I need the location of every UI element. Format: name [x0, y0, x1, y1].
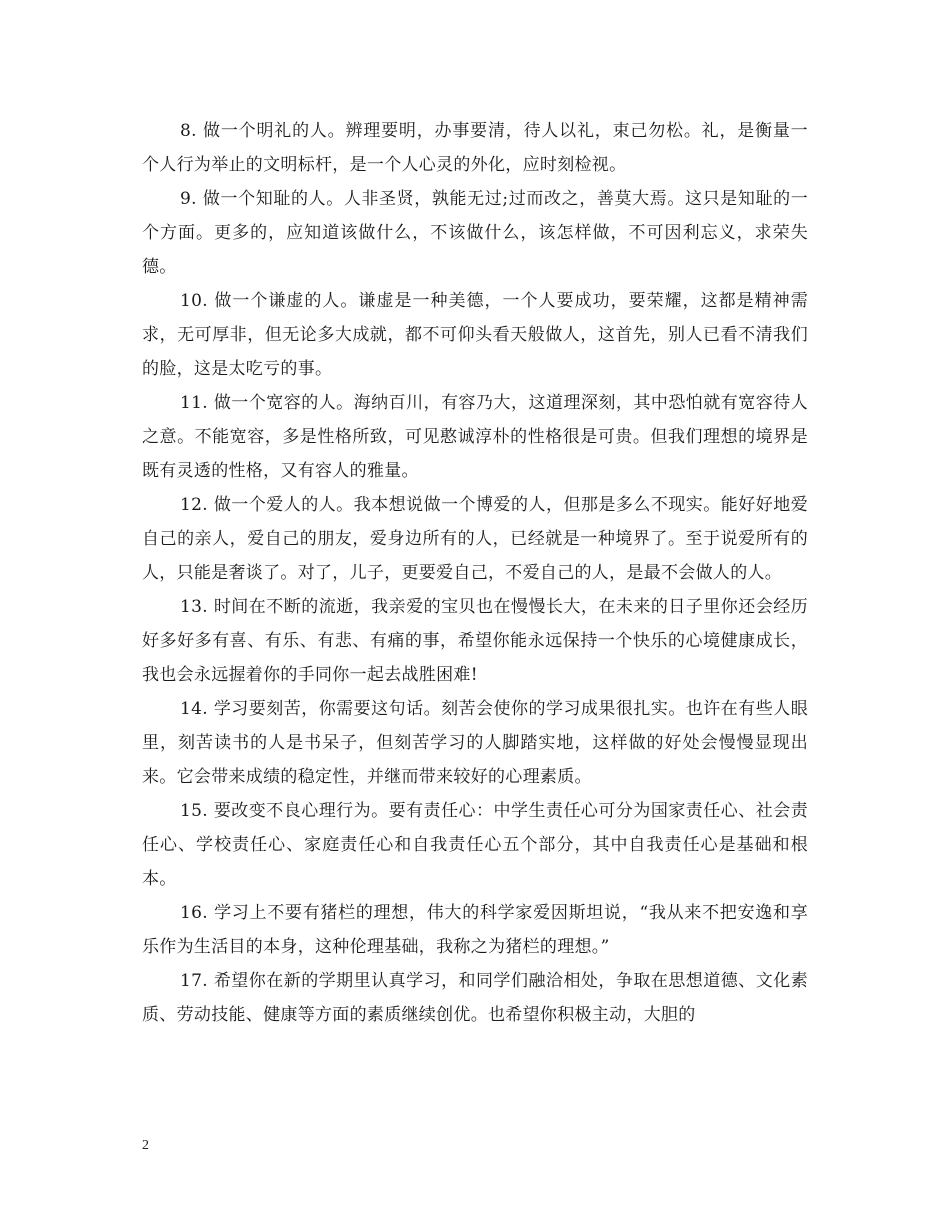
document-body	[142, 114, 808, 1032]
paragraph-16: 16. 学习上不要有猪栏的理想，伟大的科学家爱因斯坦说，“我从来不把安逸和享乐作为生活目的本身，这种伦理基础，我称之为猪栏的理想。”	[142, 903, 808, 957]
paragraph-13: 13. 时间在不断的流逝，我亲爱的宝贝也在慢慢长大，在未来的日子里你还会经历好多好多有喜、有乐、有悲、有痛的事，希望你能永远保持一个快乐的心境健康成长，我也会永远握着你的手同你一起去战胜困难!	[142, 597, 808, 685]
page-number: 2	[142, 1138, 149, 1153]
paragraph-14: 14. 学习要刻苦，你需要这句话。刻苦会使你的学习成果很扎实。也许在有些人眼里，刻苦读书的人是书呆子，但刻苦学习的人脚踏实地，这样做的好处会慢慢显现出来。它会带来成绩的稳定性，并继而带来较好的心理素质。	[142, 699, 808, 787]
paragraph-12: 12. 做一个爱人的人。我本想说做一个博爱的人，但那是多么不现实。能好好地爱自己的亲人，爱自己的朋友，爱身边所有的人，已经就是一种境界了。至于说爱所有的人，只能是奢谈了。对了，儿子，更要爱自己，不爱自己的人，是最不会做人的人。	[142, 495, 808, 583]
paragraph-10: 10. 做一个谦虚的人。谦虚是一种美德，一个人要成功，要荣耀，这都是精神需求，无可厚非，但无论多大成就，都不可仰头看天般做人，这首先，别人已看不清我们的脸，这是太吃亏的事。	[142, 291, 808, 379]
paragraph-8: 8. 做一个明礼的人。辨理要明，办事要清，待人以礼，束己勿松。礼，是衡量一个人行为举止的文明标杆，是一个人心灵的外化，应时刻检视。	[142, 121, 808, 175]
paragraph-9: 9. 做一个知耻的人。人非圣贤，孰能无过;过而改之，善莫大焉。这只是知耻的一个方面。更多的，应知道该做什么，不该做什么，该怎样做，不可因利忘义，求荣失德。	[142, 189, 808, 277]
paragraph-17: 17. 希望你在新的学期里认真学习，和同学们融洽相处，争取在思想道德、文化素质、劳动技能、健康等方面的素质继续创优。也希望你积极主动，大胆的	[142, 971, 808, 1025]
paragraph-15: 15. 要改变不良心理行为。要有责任心：中学生责任心可分为国家责任心、社会责任心、学校责任心、家庭责任心和自我责任心五个部分，其中自我责任心是基础和根本。	[142, 801, 808, 889]
paragraph-11: 11. 做一个宽容的人。海纳百川，有容乃大，这道理深刻，其中恐怕就有宽容待人之意。不能宽容，多是性格所致，可见憨诚淳朴的性格很是可贵。但我们理想的境界是既有灵透的性格，又有容人的雅量。	[142, 393, 808, 481]
